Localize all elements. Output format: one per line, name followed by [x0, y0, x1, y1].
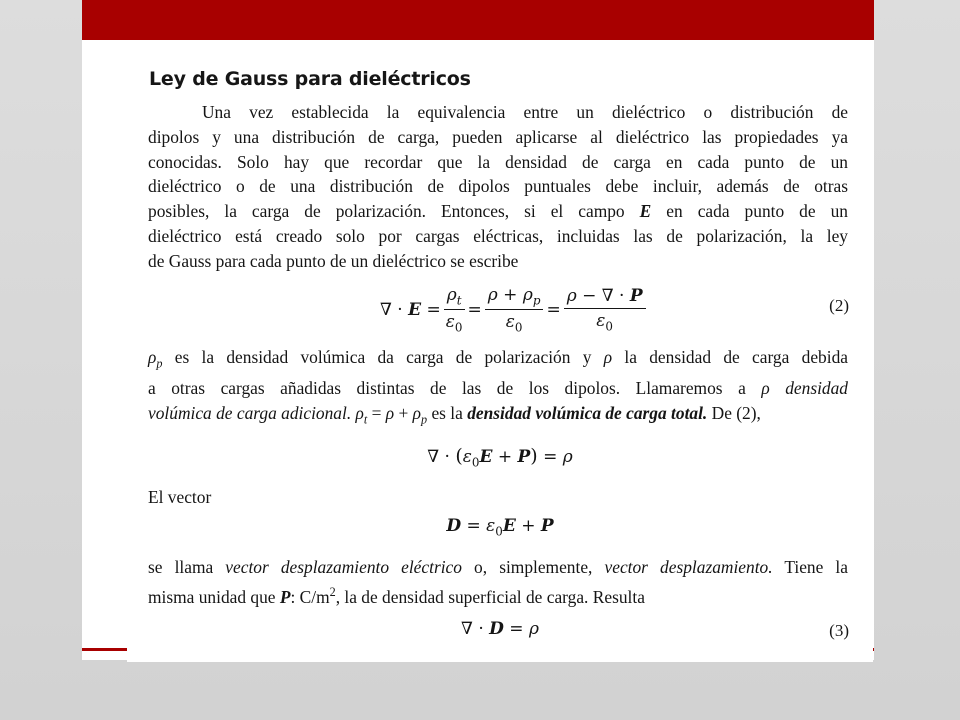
- equation-2-number: (2): [829, 296, 849, 315]
- eq2-frac2-den: $\varepsilon_0$: [505, 312, 523, 335]
- text-line: dipolos y una distribución de carga, pueden aplicarse al dieléctrico las propiedades ya: [148, 126, 848, 147]
- text-line: se llama vector desplazamiento eléctrico o, simplemente, vector desplazamiento. Tiene la: [148, 557, 848, 577]
- paragraph-polarization: [148, 345, 848, 432]
- eq2-frac3-den: $\varepsilon_0$: [596, 311, 613, 334]
- eq2-fraction-3: [564, 286, 646, 333]
- text-line: Una vez establecida la equivalencia entre un dieléctrico o distribución de: [202, 102, 848, 122]
- equation-2: [380, 285, 649, 335]
- text-line: dieléctrico o de una distribución de dipolos puntuales debe incluir, además de otras: [148, 176, 848, 197]
- equation-3: ∇ · D = ρ: [461, 619, 539, 639]
- text-line: volúmica de carga adicional. $\rho_t = \rho + \rho_p$ es la densidad volúmica de carga total. De (2),: [148, 403, 761, 427]
- eq2-frac1-num: $\rho_t$: [444, 285, 465, 310]
- equals-sign: =: [467, 299, 482, 320]
- text-line: conocidas. Solo hay que recordar que la densidad de carga en cada punto de un: [148, 151, 848, 172]
- eq2-frac1-den: $\varepsilon_0$: [445, 312, 463, 335]
- section-heading: Ley de Gauss para dieléctricos: [149, 68, 471, 90]
- paragraph-intro: [148, 100, 848, 274]
- text-line-with-E: posibles, la carga de polarización. Entonces, si el campo E en cada punto de un: [148, 201, 848, 222]
- equation-divergence: ∇ · $(\varepsilon_0E + P) = \rho$: [427, 445, 573, 470]
- paragraph-vector-intro: [148, 485, 848, 510]
- eq2-lhs: ∇ · E =: [380, 299, 441, 320]
- eq2-fraction-1: [444, 285, 465, 335]
- eq2-fraction-2: [485, 285, 544, 335]
- equation-3-number: (3): [829, 621, 849, 640]
- text-line: de Gauss para cada punto de un dieléctrico se escribe: [148, 250, 519, 271]
- paragraph-displacement: [148, 555, 848, 609]
- text-line: a otras cargas añadidas distintas de las de los dipolos. Llamaremos a ρ densidad: [148, 378, 848, 399]
- text-line: dieléctrico está creado solo por cargas eléctricas, incluidas las de polarización, la ley: [148, 225, 848, 246]
- document-image: [127, 57, 873, 662]
- equation-displacement: $D = \varepsilon_0E + P$: [446, 516, 554, 539]
- text-line: misma unidad que P: $C/m^2$, la de densidad superficial de carga. Resulta: [148, 584, 645, 607]
- eq2-frac2-num: $\rho + \rho_p$: [485, 285, 544, 310]
- eq2-frac3-num: ρ − ∇ · P: [564, 286, 646, 309]
- text-line: $\rho_p$ es la densidad volúmica da carga de polarización y ρ la densidad de carga debida: [148, 347, 848, 371]
- slide-title-bar: [82, 0, 874, 40]
- text-line: El vector: [148, 487, 212, 507]
- equals-sign: =: [546, 299, 561, 320]
